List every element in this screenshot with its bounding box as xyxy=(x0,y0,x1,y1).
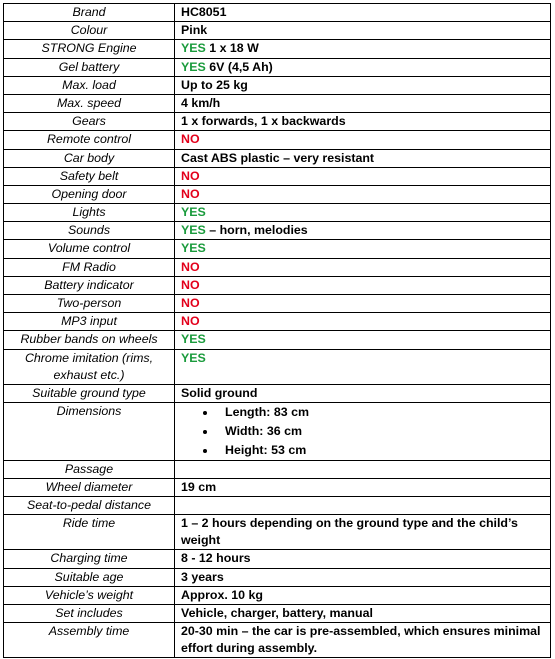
row-label: Rubber bands on wheels xyxy=(4,331,175,349)
table-row xyxy=(4,94,551,112)
table-row xyxy=(4,113,551,131)
yes-flag: YES xyxy=(181,59,206,74)
row-value: 8 - 12 hours xyxy=(175,550,551,568)
table-row xyxy=(4,402,551,460)
row-value: 19 cm xyxy=(175,478,551,496)
value-text: 6V (4,5 Ah) xyxy=(205,59,273,74)
table-row xyxy=(4,276,551,294)
row-label: Colour xyxy=(4,22,175,40)
row-label: Volume control xyxy=(4,240,175,258)
table-row xyxy=(4,349,551,384)
row-label: Opening door xyxy=(4,185,175,203)
row-value xyxy=(175,40,551,58)
table-row xyxy=(4,604,551,622)
row-label: Suitable age xyxy=(4,568,175,586)
row-label: Set includes xyxy=(4,604,175,622)
yes-flag: YES xyxy=(181,223,206,238)
yes-flag: YES xyxy=(181,205,206,220)
row-value xyxy=(175,497,551,515)
row-label: Vehicle’s weight xyxy=(4,586,175,604)
row-label: Car body xyxy=(4,149,175,167)
list-item: • Width: 36 cm xyxy=(217,422,544,441)
row-value xyxy=(175,131,551,149)
no-flag: NO xyxy=(181,168,200,183)
row-value xyxy=(175,402,551,460)
table-row xyxy=(4,568,551,586)
row-label: Remote control xyxy=(4,131,175,149)
table-row xyxy=(4,22,551,40)
no-flag: NO xyxy=(181,186,200,201)
row-value: HC8051 xyxy=(175,4,551,22)
row-value xyxy=(175,258,551,276)
row-label: MP3 input xyxy=(4,313,175,331)
value-text: – horn, melodies xyxy=(205,223,308,238)
row-label: Wheel diameter xyxy=(4,478,175,496)
row-label: Passage xyxy=(4,460,175,478)
row-value xyxy=(175,295,551,313)
row-value xyxy=(175,58,551,76)
spec-table xyxy=(3,3,551,658)
row-value xyxy=(175,167,551,185)
no-flag: NO xyxy=(181,314,200,329)
yes-flag: YES xyxy=(181,41,206,56)
row-label: Dimensions xyxy=(4,402,175,460)
row-value xyxy=(175,349,551,384)
table-row xyxy=(4,4,551,22)
row-label: Lights xyxy=(4,204,175,222)
row-label: Gears xyxy=(4,113,175,131)
no-flag: NO xyxy=(181,259,200,274)
row-label: Max. speed xyxy=(4,94,175,112)
row-value xyxy=(175,460,551,478)
row-label: Seat-to-pedal distance xyxy=(4,497,175,515)
row-label: STRONG Engine xyxy=(4,40,175,58)
table-row xyxy=(4,515,551,550)
table-row xyxy=(4,240,551,258)
table-row xyxy=(4,222,551,240)
dimensions-list xyxy=(181,403,544,460)
row-label: Safety belt xyxy=(4,167,175,185)
row-value: Solid ground xyxy=(175,384,551,402)
row-value: Approx. 10 kg xyxy=(175,586,551,604)
row-value: 4 km/h xyxy=(175,94,551,112)
value-text: 1 x 18 W xyxy=(205,41,259,56)
row-value: 3 years xyxy=(175,568,551,586)
no-flag: NO xyxy=(181,277,200,292)
table-row xyxy=(4,550,551,568)
table-row xyxy=(4,40,551,58)
table-row xyxy=(4,258,551,276)
row-label: Suitable ground type xyxy=(4,384,175,402)
table-row xyxy=(4,204,551,222)
table-row xyxy=(4,313,551,331)
row-label: Ride time xyxy=(4,515,175,550)
table-row xyxy=(4,131,551,149)
table-row xyxy=(4,623,551,658)
table-row xyxy=(4,586,551,604)
row-label: Sounds xyxy=(4,222,175,240)
row-label: Chrome imitation (rims, exhaust etc.) xyxy=(4,349,175,384)
row-label: FM Radio xyxy=(4,258,175,276)
row-value xyxy=(175,276,551,294)
row-label: Brand xyxy=(4,4,175,22)
yes-flag: YES xyxy=(181,350,206,365)
table-row xyxy=(4,76,551,94)
table-row xyxy=(4,295,551,313)
row-value xyxy=(175,313,551,331)
table-row xyxy=(4,185,551,203)
table-row xyxy=(4,460,551,478)
yes-flag: YES xyxy=(181,332,206,347)
table-row xyxy=(4,478,551,496)
row-value xyxy=(175,204,551,222)
table-row xyxy=(4,384,551,402)
table-row xyxy=(4,167,551,185)
row-label: Gel battery xyxy=(4,58,175,76)
no-flag: NO xyxy=(181,296,200,310)
row-value xyxy=(175,331,551,349)
row-value: Up to 25 kg xyxy=(175,76,551,94)
yes-flag: YES xyxy=(181,241,206,256)
row-value: 1 – 2 hours depending on the ground type and the child’s weight xyxy=(175,515,551,550)
row-value: Pink xyxy=(175,22,551,40)
table-row xyxy=(4,497,551,515)
table-row xyxy=(4,58,551,76)
table-row xyxy=(4,331,551,349)
no-flag: NO xyxy=(181,132,200,147)
row-label: Two-person xyxy=(4,295,175,313)
list-item: • Length: 83 cm xyxy=(217,403,544,422)
row-label: Max. load xyxy=(4,76,175,94)
row-value: Vehicle, charger, battery, manual xyxy=(175,604,551,622)
row-label: Battery indicator xyxy=(4,276,175,294)
row-label: Charging time xyxy=(4,550,175,568)
row-value: 1 x forwards, 1 x backwards xyxy=(175,113,551,131)
row-value: 20-30 min – the car is pre-assembled, which ensures minimal effort during assembly. xyxy=(175,623,551,658)
row-value xyxy=(175,240,551,258)
list-item: • Height: 53 cm xyxy=(217,441,544,460)
row-value xyxy=(175,222,551,240)
row-value: Cast ABS plastic – very resistant xyxy=(175,149,551,167)
row-label: Assembly time xyxy=(4,623,175,658)
row-value xyxy=(175,185,551,203)
table-row xyxy=(4,149,551,167)
